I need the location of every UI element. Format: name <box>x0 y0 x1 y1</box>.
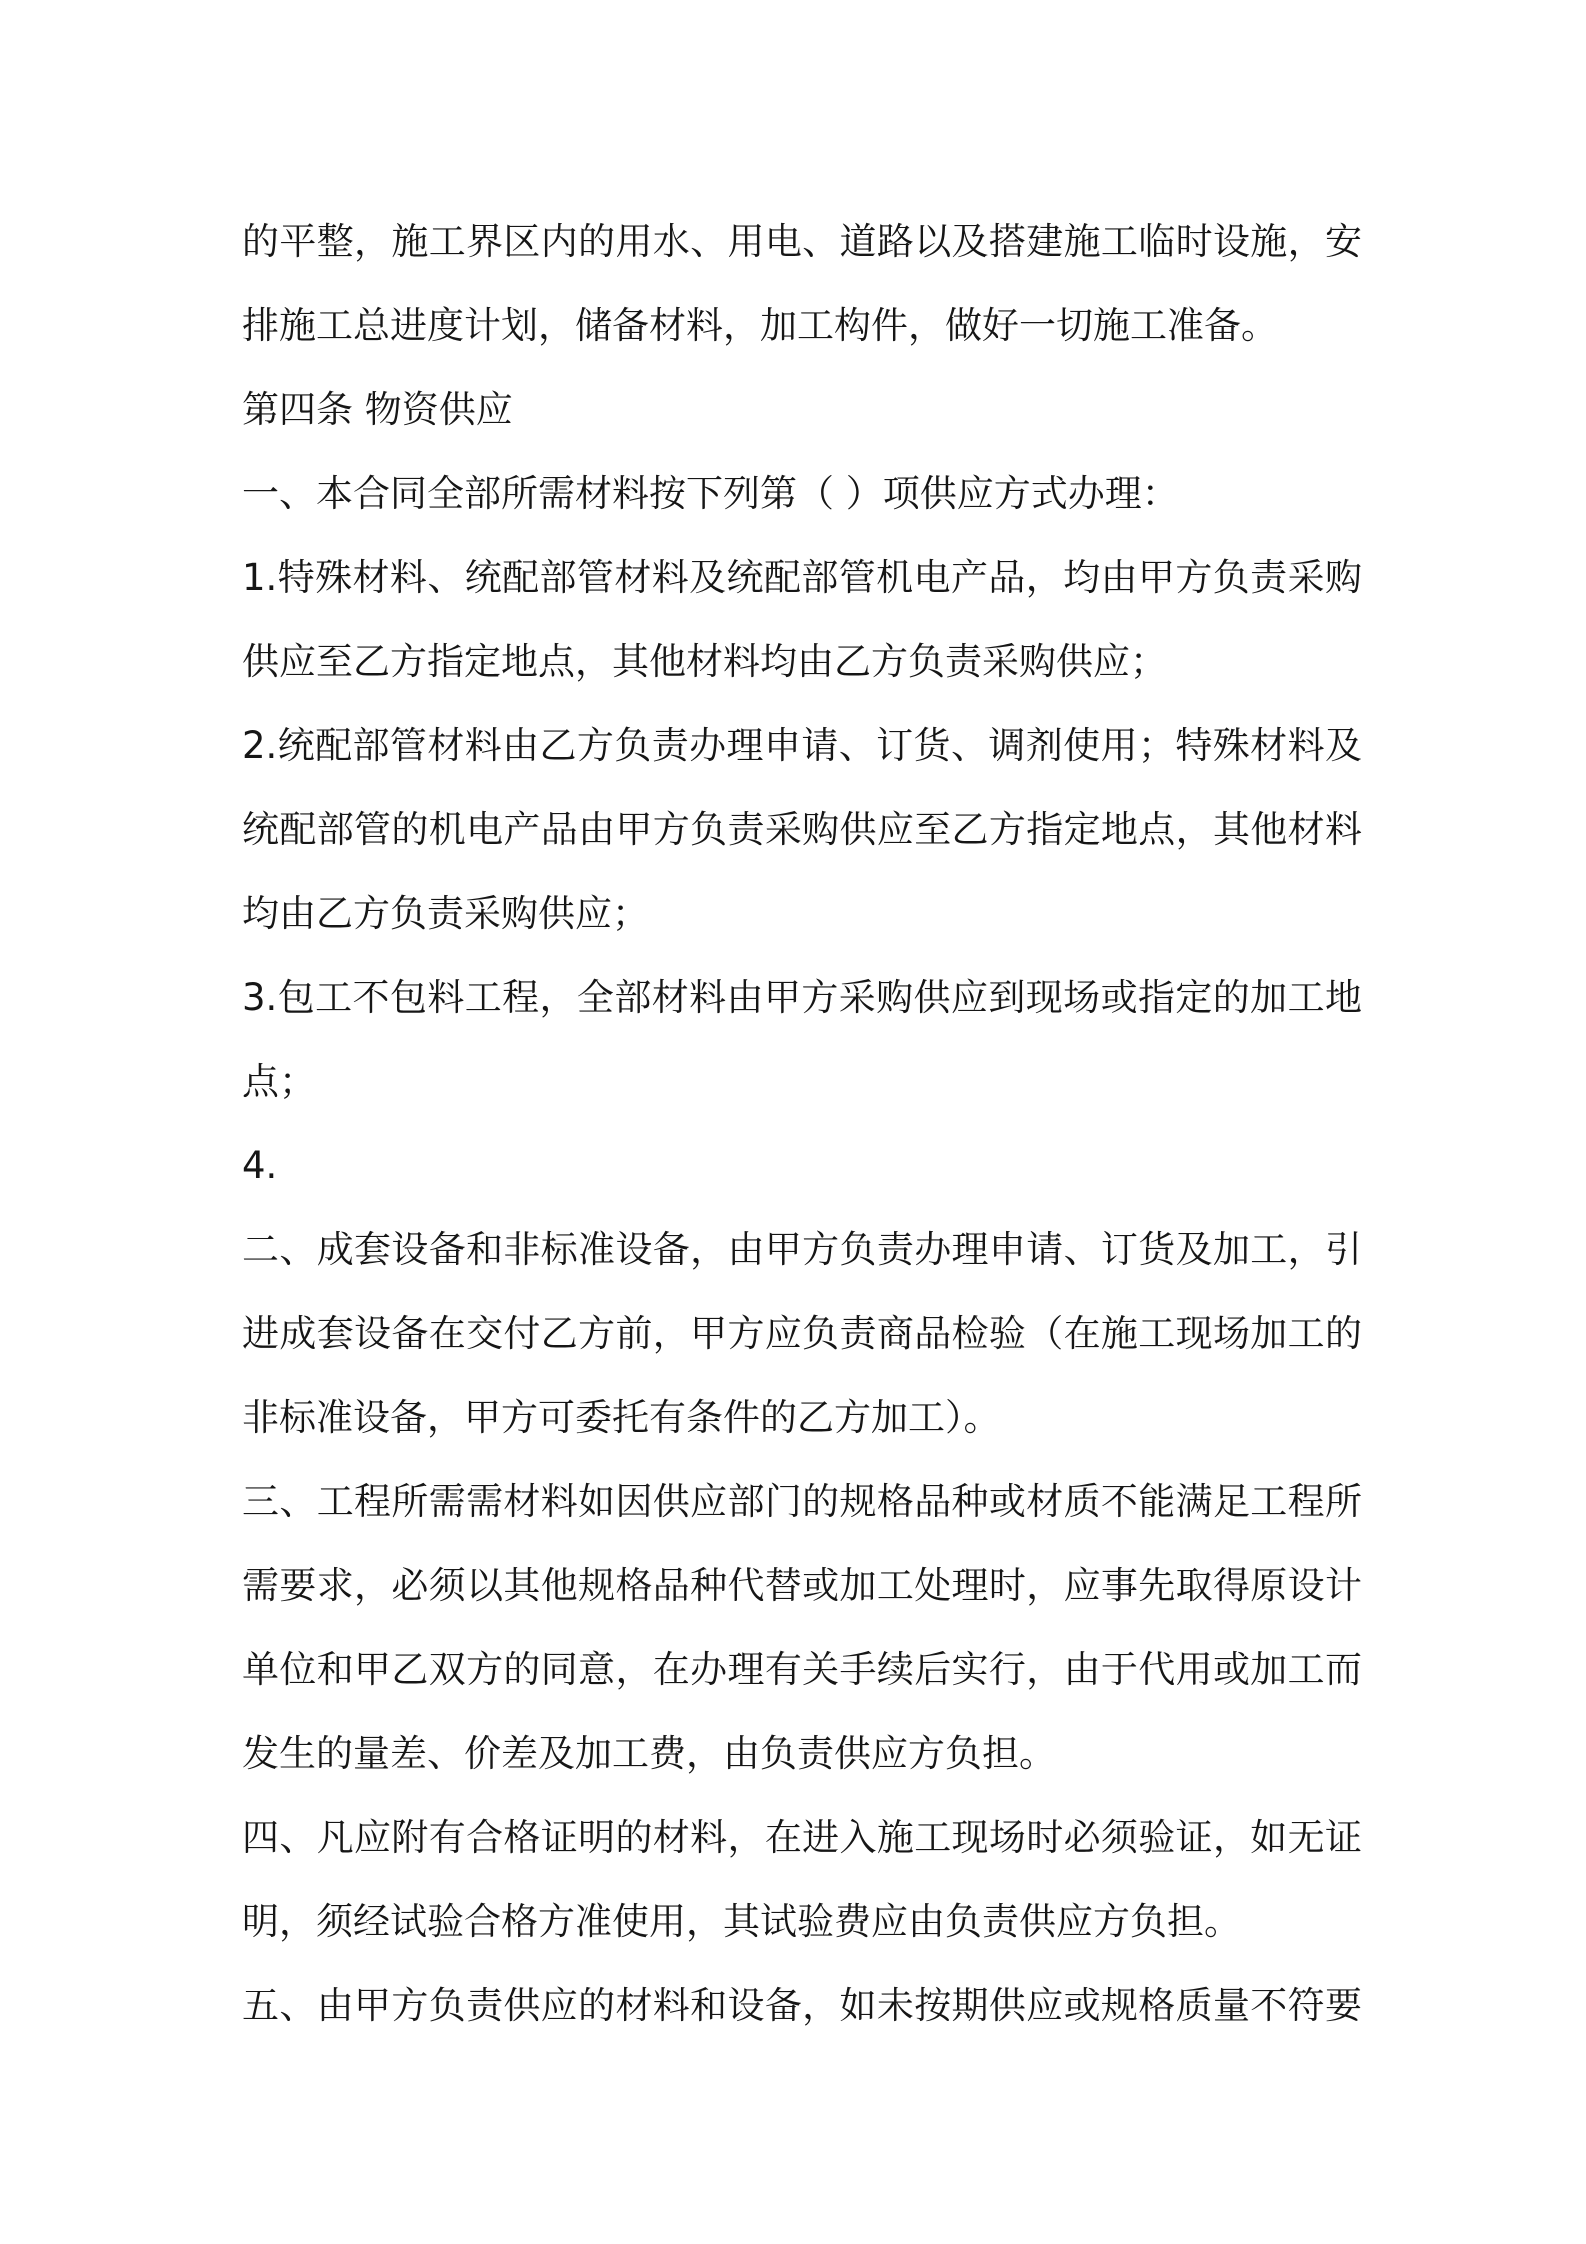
text-line-2: 排施工总进度计划，储备材料，加工构件，做好一切施工准备。 <box>242 304 1278 347</box>
text-line-15: 非标准设备，甲方可委托有条件的乙方加工）。 <box>242 1396 1001 1439</box>
article-heading: 第四条 物资供应 <box>242 388 513 431</box>
text-line-18: 单位和甲乙双方的同意，在办理有关手续后实行，由于代用或加工而 <box>242 1648 1362 1691</box>
text-line-4: 一、本合同全部所需材料按下列第（ ）项供应方式办理： <box>242 472 1179 515</box>
text-line-16: 三、工程所需需材料如因供应部门的规格品种或材质不能满足工程所 <box>242 1480 1362 1523</box>
text-line-13: 二、成套设备和非标准设备，由甲方负责办理申请、订货及加工，引 <box>242 1228 1362 1271</box>
text-line-7: 2.统配部管材料由乙方负责办理申请、订货、调剂使用；特殊材料及 <box>242 724 1362 767</box>
text-line-12: 4. <box>242 1144 278 1187</box>
text-line-10: 3.包工不包料工程，全部材料由甲方采购供应到现场或指定的加工地 <box>242 976 1362 1019</box>
text-line-8: 统配部管的机电产品由甲方负责采购供应至乙方指定地点，其他材料 <box>242 808 1362 851</box>
text-line-22: 五、由甲方负责供应的材料和设备，如未按期供应或规格质量不符要 <box>242 1984 1362 2027</box>
text-line-20: 四、凡应附有合格证明的材料，在进入施工现场时必须验证，如无证 <box>242 1816 1362 1859</box>
text-line-19: 发生的量差、价差及加工费，由负责供应方负担。 <box>242 1732 1056 1775</box>
text-line-5: 1.特殊材料、统配部管材料及统配部管机电产品，均由甲方负责采购 <box>242 556 1362 599</box>
text-line-6: 供应至乙方指定地点，其他材料均由乙方负责采购供应； <box>242 640 1167 683</box>
document-body <box>242 200 1362 2048</box>
text-line-17: 需要求，必须以其他规格品种代替或加工处理时，应事先取得原设计 <box>242 1564 1362 1607</box>
text-line-9: 均由乙方负责采购供应； <box>242 892 649 935</box>
text-line-11: 点； <box>242 1060 316 1103</box>
text-line-21: 明，须经试验合格方准使用，其试验费应由负责供应方负担。 <box>242 1900 1241 1943</box>
text-line-1: 的平整，施工界区内的用水、用电、道路以及搭建施工临时设施，安 <box>242 220 1362 263</box>
text-line-14: 进成套设备在交付乙方前，甲方应负责商品检验（在施工现场加工的 <box>242 1312 1362 1355</box>
